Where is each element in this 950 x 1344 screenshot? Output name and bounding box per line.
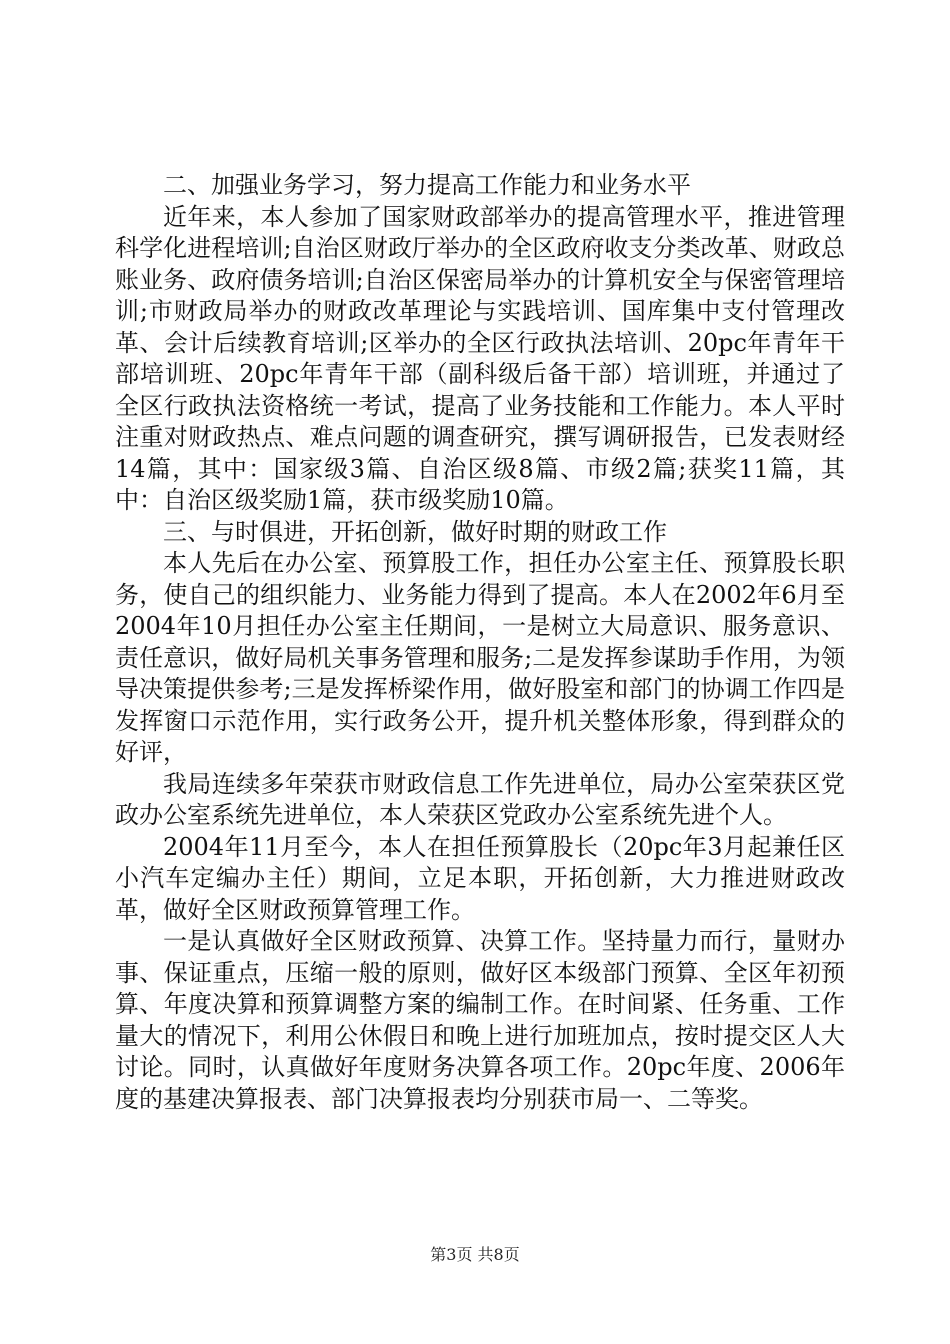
section-heading-3: 三、与时俱进，开拓创新，做好时期的财政工作	[163, 517, 667, 546]
paragraph-budget-chief: 2004年11月至今，本人在担任预算股长（20pc年3月起兼任区小汽车定编办主任）期间，立足本职，开拓创新，大力推进财政改革，做好全区财政预算管理工作。	[115, 832, 845, 924]
section-heading-2: 二、加强业务学习，努力提高工作能力和业务水平	[163, 171, 691, 199]
page-number-footer: 第3页 共8页	[430, 1245, 520, 1264]
document-body	[115, 170, 845, 1115]
paragraph-awards: 我局连续多年荣获市财政信息工作先进单位，局办公室荣获区党政办公室系统先进单位，本人荣获区党政办公室系统先进个人。	[115, 769, 845, 829]
paragraph-office-work: 本人先后在办公室、预算股工作，担任办公室主任、预算股长职务，使自己的组织能力、业务能力得到了提高。本人在2002年6月至2004年10月担任办公室主任期间，一是树立大局意识、服务意识、责任意识，做好局机关事务管理和服务;二是发挥参谋助手作用，为领导决策提供参考;三是发挥桥梁作用，做好股室和部门的协调工作四是发挥窗口示范作用，实行政务公开，提升机关整体形象，得到群众的好评，	[115, 549, 845, 766]
paragraph-training: 近年来，本人参加了国家财政部举办的提高管理水平，推进管理科学化进程培训;自治区财政厅举办的全区政府收支分类改革、财政总账业务、政府债务培训;自治区保密局举办的计算机安全与保密管理培训;市财政局举办的财政改革理论与实践培训、国库集中支付管理改革、会计后续教育培训;区举办的全区行政执法培训、20pc年青年干部培训班、20pc年青年干部（副科级后备干部）培训班，并通过了全区行政执法资格统一考试，提高了业务技能和工作能力。本人平时注重对财政热点、难点问题的调查研究，撰写调研报告，已发表财经14篇，其中：国家级3篇、自治区级8篇、市级2篇;获奖11篇，其中：自治区级奖励1篇，获市级奖励10篇。	[115, 202, 845, 514]
paragraph-budget-work: 一是认真做好全区财政预算、决算工作。坚持量力而行，量财办事、保证重点，压缩一般的原则，做好区本级部门预算、全区年初预算、年度决算和预算调整方案的编制工作。在时间紧、任务重、工作量大的情况下，利用公休假日和晚上进行加班加点，按时提交区人大讨论。同时，认真做好年度财务决算各项工作。20pc年度、2006年度的基建决算报表、部门决算报表均分别获市局一、二等奖。	[115, 927, 845, 1113]
